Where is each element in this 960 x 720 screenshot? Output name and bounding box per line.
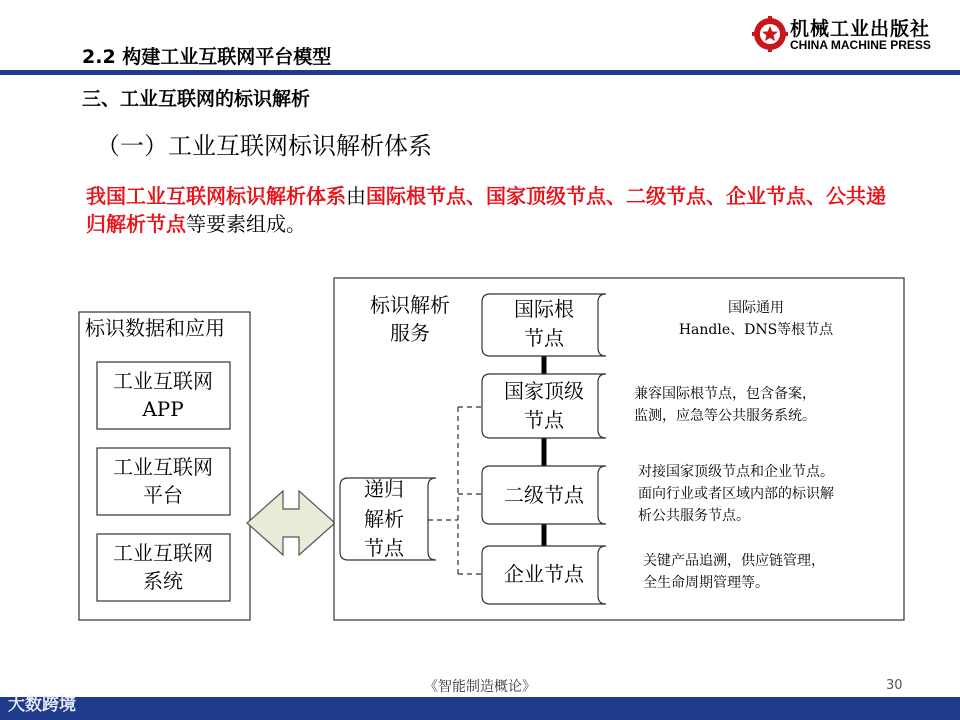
sub-title: 三、工业互联网的标识解析 — [82, 88, 311, 110]
secondary-note-line3: 析公共服务节点。 — [638, 508, 750, 524]
intro-highlight-2: 国际根节点、国家顶级节点、二级节点、企业节点、公共递归解析节点 — [86, 184, 886, 236]
recursive-node-line1: 递归 — [364, 477, 404, 501]
right-panel-title-line2: 服务 — [390, 321, 430, 345]
national-note-line2: 监测，应急等公共服务系统。 — [634, 408, 816, 424]
enterprise-note-line1: 关键产品追溯，供应链管理， — [643, 553, 825, 569]
left-panel-title: 标识数据和应用 — [85, 316, 225, 340]
app-box-line2: APP — [142, 397, 184, 421]
secondary-note-line1: 对接国家顶级节点和企业节点。 — [638, 464, 834, 480]
platform-box-line1: 工业互联网 — [113, 455, 213, 479]
national-node-line1: 国家顶级 — [504, 379, 584, 403]
double-arrow-icon — [247, 491, 335, 555]
secondary-node-label: 二级节点 — [504, 483, 584, 507]
enterprise-node-label: 企业节点 — [504, 562, 584, 586]
system-box-line2: 系统 — [143, 569, 183, 593]
platform-box-line2: 平台 — [143, 483, 183, 507]
recursive-node-line3: 节点 — [364, 536, 404, 560]
root-note-line2: Handle、DNS等根节点 — [678, 322, 834, 338]
intro-highlight-1: 我国工业互联网标识解析体系 — [86, 184, 346, 208]
enterprise-note-line2: 全生命周期管理等。 — [643, 575, 769, 591]
sub-sub-title: （一）工业互联网标识解析体系 — [96, 132, 432, 160]
system-box-line1: 工业互联网 — [113, 541, 213, 565]
right-panel-title-line1: 标识解析 — [370, 293, 450, 317]
footer-book-title: 《智能制造概论》 — [424, 679, 536, 695]
root-note-line1: 国际通用 — [728, 300, 784, 316]
page-number: 30 — [886, 678, 903, 693]
root-node-line2: 节点 — [524, 326, 564, 350]
publisher-name-en: CHINA MACHINE PRESS — [790, 38, 931, 52]
header-divider — [0, 70, 960, 75]
national-node-line2: 节点 — [524, 408, 564, 432]
intro-text-1: 由 — [346, 184, 366, 208]
national-note-line1: 兼容国际根节点，包含备案， — [634, 386, 816, 402]
section-title: 2.2 构建工业互联网平台模型 — [82, 46, 332, 68]
footer-band — [0, 697, 960, 720]
watermark: 大数跨境 — [8, 695, 76, 715]
root-node-line1: 国际根 — [514, 297, 574, 321]
recursive-node-line2: 解析 — [364, 507, 404, 531]
identifier-resolution-diagram — [0, 270, 960, 630]
secondary-note-line2: 面向行业或者区域内部的标识解 — [638, 486, 834, 502]
publisher-logo-icon — [752, 16, 788, 52]
intro-paragraph — [86, 182, 896, 238]
app-box-line1: 工业互联网 — [113, 369, 213, 393]
intro-text-2: 等要素组成。 — [186, 212, 306, 236]
publisher-name-cn: 机械工业出版社 — [790, 18, 931, 40]
